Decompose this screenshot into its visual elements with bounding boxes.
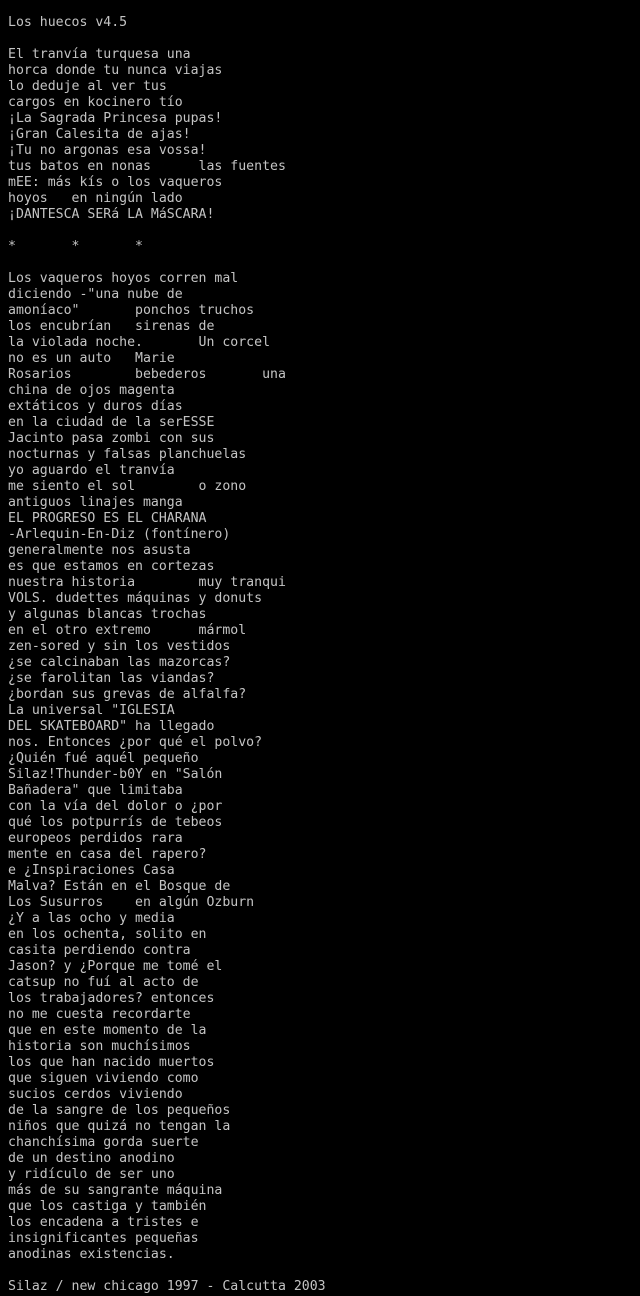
- poem-line: VOLS. dudettes máquinas y donuts: [8, 591, 263, 606]
- poem-line: la violada noche. Un corcel: [8, 335, 271, 350]
- poem-line: catsup no fuí al acto de: [8, 975, 199, 990]
- poem-line: de la sangre de los pequeños: [8, 1103, 231, 1118]
- poem-title: Los huecos v4.5: [8, 15, 128, 30]
- poem-line: Los Susurros en algún Ozburn: [8, 895, 255, 910]
- poem-line: [8, 223, 636, 239]
- poem-line: en el otro extremo mármol: [8, 623, 247, 638]
- poem-line: que siguen viviendo como: [8, 1071, 199, 1086]
- poem-line: en la ciudad de la serESSE: [8, 415, 215, 430]
- poem-line: chanchísima gorda suerte: [8, 1135, 199, 1150]
- poem-line: [8, 255, 636, 271]
- poem-line: Rosarios bebederos una: [8, 367, 286, 382]
- poem-line: me siento el sol o zono: [8, 479, 247, 494]
- poem-line: que en este momento de la: [8, 1023, 207, 1038]
- poem-line: generalmente nos asusta: [8, 543, 191, 558]
- poem-line: insignificantes pequeñas: [8, 1231, 199, 1246]
- poem-line: Jacinto pasa zombi con sus: [8, 431, 215, 446]
- poem-line: -Arlequin-En-Diz (fontínero): [8, 527, 231, 542]
- poem-line: cargos en kocinero tío: [8, 95, 183, 110]
- poem-line: nuestra historia muy tranqui: [8, 575, 286, 590]
- poem-line: amoníaco" ponchos truchos: [8, 303, 255, 318]
- poem-line: EL PROGRESO ES EL CHARANA: [8, 511, 207, 526]
- poem-line: ¡La Sagrada Princesa pupas!: [8, 111, 223, 126]
- poem-line: [8, 31, 636, 47]
- poem-line: * * *: [8, 239, 143, 254]
- poem-line: china de ojos magenta: [8, 383, 175, 398]
- poem-line: en los ochenta, solito en: [8, 927, 207, 942]
- poem-line: mEE: más kís o los vaqueros: [8, 175, 223, 190]
- poem-line: yo aguardo el tranvía: [8, 463, 175, 478]
- poem-line: más de su sangrante máquina: [8, 1183, 223, 1198]
- poem-line: nocturnas y falsas planchuelas: [8, 447, 247, 462]
- poem-line: ¿se farolitan las viandas?: [8, 671, 215, 686]
- poem-line: Jason? y ¿Porque me tomé el: [8, 959, 223, 974]
- poem-line: que los castiga y también: [8, 1199, 207, 1214]
- poem-line: hoyos en ningún lado: [8, 191, 183, 206]
- poem-line: lo deduje al ver tus: [8, 79, 167, 94]
- poem-signature: Silaz / new chicago 1997 - Calcutta 2003: [8, 1279, 326, 1294]
- poem-line: zen-sored y sin los vestidos: [8, 639, 231, 654]
- poem-line: ¡Tu no argonas esa vossa!: [8, 143, 207, 158]
- poem-line: con la vía del dolor o ¿por: [8, 799, 223, 814]
- poem-line: europeos perdidos rara: [8, 831, 183, 846]
- poem-line: los encadena a tristes e: [8, 1215, 199, 1230]
- poem-line: no es un auto Marie: [8, 351, 175, 366]
- poem-line: no me cuesta recordarte: [8, 1007, 191, 1022]
- poem-line: horca donde tu nunca viajas: [8, 63, 223, 78]
- poem-line: Los vaqueros hoyos corren mal: [8, 271, 239, 286]
- poem-line: diciendo -"una nube de: [8, 287, 183, 302]
- poem-line: mente en casa del rapero?: [8, 847, 207, 862]
- poem-line: ¿Y a las ocho y media: [8, 911, 175, 926]
- poem-line: niños que quizá no tengan la: [8, 1119, 231, 1134]
- poem-line: anodinas existencias.: [8, 1247, 175, 1262]
- poem-line: tus batos en nonas las fuentes: [8, 159, 286, 174]
- poem-line: los que han nacido muertos: [8, 1055, 215, 1070]
- poem-line: los encubrían sirenas de: [8, 319, 215, 334]
- poem-line: ¡DANTESCA SERá LA MáSCARA!: [8, 207, 215, 222]
- poem-line: ¿bordan sus grevas de alfalfa?: [8, 687, 247, 702]
- poem-line: Silaz!Thunder-b0Y en "Salón: [8, 767, 223, 782]
- poem-line: y algunas blancas trochas: [8, 607, 207, 622]
- poem-line: DEL SKATEBOARD" ha llegado: [8, 719, 215, 734]
- poem-line: Malva? Están en el Bosque de: [8, 879, 231, 894]
- poem-line: de un destino anodino: [8, 1151, 175, 1166]
- poem-line: es que estamos en cortezas: [8, 559, 215, 574]
- poem-line: sucios cerdos viviendo: [8, 1087, 183, 1102]
- poem-line: e ¿Inspiraciones Casa: [8, 863, 175, 878]
- poem-line: La universal "IGLESIA: [8, 703, 175, 718]
- poem-line: historia son muchísimos: [8, 1039, 191, 1054]
- poem-line: El tranvía turquesa una: [8, 47, 191, 62]
- poem-line: y ridículo de ser uno: [8, 1167, 175, 1182]
- poem-line: ¿Quién fué aquél pequeño: [8, 751, 199, 766]
- poem-line: [8, 1263, 636, 1279]
- poem-line: Bañadera" que limitaba: [8, 783, 183, 798]
- poem-line: antiguos linajes manga: [8, 495, 183, 510]
- poem-line: ¡Gran Calesita de ajas!: [8, 127, 191, 142]
- poem-line: ¿se calcinaban las mazorcas?: [8, 655, 231, 670]
- poem-line: nos. Entonces ¿por qué el polvo?: [8, 735, 263, 750]
- poem-line: los trabajadores? entonces: [8, 991, 215, 1006]
- text-console: [8, 15, 636, 1295]
- poem-line: qué los potpurrís de tebeos: [8, 815, 223, 830]
- poem-line: casita perdiendo contra: [8, 943, 191, 958]
- poem-line: extáticos y duros días: [8, 399, 183, 414]
